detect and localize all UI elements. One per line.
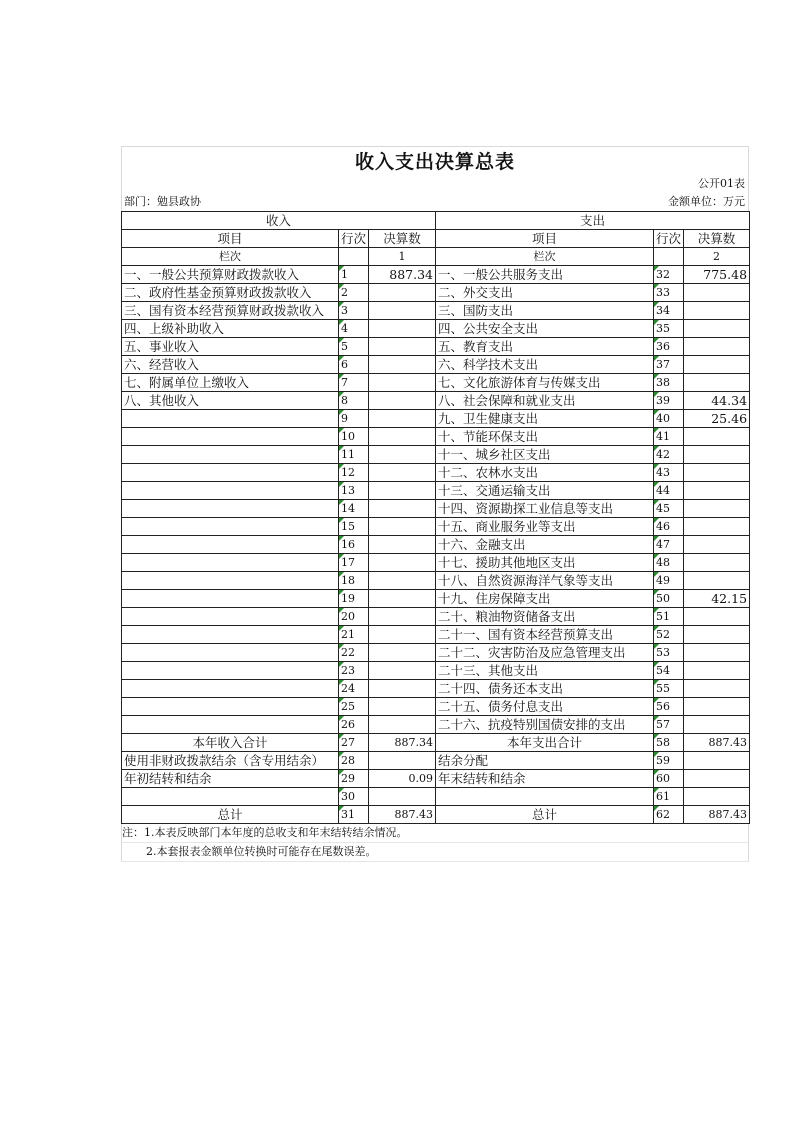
expense-amount: 44.34 (684, 392, 750, 410)
grand-total-right-label: 总计 (436, 806, 654, 824)
income-amount (369, 356, 436, 374)
expense-amount (684, 518, 750, 536)
blank-right-item (436, 788, 654, 806)
blank-left-line-no: 30 (339, 788, 369, 806)
unit-label: 金额单位：万元 (668, 195, 745, 208)
expense-line-no: 33 (654, 284, 684, 302)
expense-item: 十五、商业服务业等支出 (436, 518, 654, 536)
expense-amount (684, 662, 750, 680)
income-line-no: 24 (339, 680, 369, 698)
income-item (122, 644, 339, 662)
income-section-header: 收入 (122, 212, 436, 230)
income-item (122, 464, 339, 482)
income-total-amount: 887.34 (369, 734, 436, 752)
expense-item: 十三、交通运输支出 (436, 482, 654, 500)
table-row (122, 680, 750, 698)
income-line-no: 3 (339, 302, 369, 320)
table-row (122, 320, 750, 338)
income-line-no: 23 (339, 662, 369, 680)
income-item: 七、附属单位上缴收入 (122, 374, 339, 392)
income-line-no: 19 (339, 590, 369, 608)
expense-amount (684, 464, 750, 482)
expense-amount (684, 626, 750, 644)
expense-item: 十一、城乡社区支出 (436, 446, 654, 464)
expense-item: 二、外交支出 (436, 284, 654, 302)
income-item (122, 698, 339, 716)
expense-line-no: 44 (654, 482, 684, 500)
section-header-row (122, 212, 750, 230)
table-row (122, 338, 750, 356)
column-number-row (122, 248, 750, 266)
income-item (122, 716, 339, 734)
grand-total-left-amount: 887.43 (369, 806, 436, 824)
grand-total-left-label: 总计 (122, 806, 339, 824)
table-row (122, 554, 750, 572)
income-item: 四、上级补助收入 (122, 320, 339, 338)
table-row (122, 716, 750, 734)
income-amount-header: 决算数 (369, 230, 436, 248)
expense-line-no: 36 (654, 338, 684, 356)
table-row (122, 446, 750, 464)
income-item (122, 572, 339, 590)
report-sheet (121, 146, 749, 862)
distribution-line-no: 59 (654, 752, 684, 770)
notes (121, 824, 749, 862)
expense-item: 二十五、债务付息支出 (436, 698, 654, 716)
carry-out-label: 年末结转和结余 (436, 770, 654, 788)
expense-item: 二十四、债务还本支出 (436, 680, 654, 698)
income-line-no: 22 (339, 644, 369, 662)
income-amount (369, 428, 436, 446)
income-line-no: 14 (339, 500, 369, 518)
income-item: 三、国有资本经营预算财政拨款收入 (122, 302, 339, 320)
table-row (122, 536, 750, 554)
blank-left-item (122, 788, 339, 806)
income-amount (369, 500, 436, 518)
expense-item: 一、一般公共服务支出 (436, 266, 654, 284)
table-row (122, 464, 750, 482)
table-row (122, 626, 750, 644)
income-item (122, 662, 339, 680)
expense-line-no: 37 (654, 356, 684, 374)
blank-right-line-no: 61 (654, 788, 684, 806)
expense-item: 三、国防支出 (436, 302, 654, 320)
table-body (122, 266, 750, 734)
expense-line-no: 51 (654, 608, 684, 626)
expense-item: 九、卫生健康支出 (436, 410, 654, 428)
report-title: 收入支出决算总表 (121, 146, 749, 175)
table-row (122, 518, 750, 536)
income-line-no: 1 (339, 266, 369, 284)
expense-amount (684, 500, 750, 518)
income-item (122, 446, 339, 464)
expense-line-no: 43 (654, 464, 684, 482)
income-line-no: 13 (339, 482, 369, 500)
expense-line-no: 50 (654, 590, 684, 608)
grand-total-right-amount: 887.43 (684, 806, 750, 824)
expense-item: 七、文化旅游体育与传媒支出 (436, 374, 654, 392)
expense-section-header: 支出 (436, 212, 750, 230)
income-line-no: 15 (339, 518, 369, 536)
income-line-no: 16 (339, 536, 369, 554)
income-column-label: 栏次 (122, 248, 339, 266)
income-item (122, 590, 339, 608)
grand-total-left-line-no: 31 (339, 806, 369, 824)
table-row (122, 428, 750, 446)
income-amount (369, 302, 436, 320)
expense-amount: 25.46 (684, 410, 750, 428)
expense-item: 六、科学技术支出 (436, 356, 654, 374)
income-item: 八、其他收入 (122, 392, 339, 410)
expense-item: 二十、粮油物资储备支出 (436, 608, 654, 626)
summary-body (122, 734, 750, 824)
expense-item: 十九、住房保障支出 (436, 590, 654, 608)
expense-amount (684, 374, 750, 392)
expense-item: 十八、自然资源海洋气象等支出 (436, 572, 654, 590)
income-amount (369, 608, 436, 626)
income-line-no: 10 (339, 428, 369, 446)
expense-line-no: 39 (654, 392, 684, 410)
expense-column-label: 栏次 (436, 248, 654, 266)
expense-total-amount: 887.43 (684, 734, 750, 752)
expense-item: 四、公共安全支出 (436, 320, 654, 338)
distribution-amount (684, 752, 750, 770)
expense-amount (684, 428, 750, 446)
expense-item: 二十六、抗疫特别国债安排的支出 (436, 716, 654, 734)
expense-item: 十四、资源勘探工业信息等支出 (436, 500, 654, 518)
expense-amount (684, 698, 750, 716)
expense-item: 十七、援助其他地区支出 (436, 554, 654, 572)
income-amount (369, 518, 436, 536)
table-row (122, 374, 750, 392)
income-amount: 887.34 (369, 266, 436, 284)
expense-line-header: 行次 (654, 230, 684, 248)
income-amount (369, 320, 436, 338)
income-amount (369, 284, 436, 302)
income-amount (369, 590, 436, 608)
income-amount (369, 680, 436, 698)
table-row (122, 644, 750, 662)
income-line-no: 20 (339, 608, 369, 626)
income-item-header: 项目 (122, 230, 339, 248)
income-line-no: 6 (339, 356, 369, 374)
expense-line-no: 38 (654, 374, 684, 392)
expense-item: 十、节能环保支出 (436, 428, 654, 446)
table-row (122, 662, 750, 680)
income-line-no: 7 (339, 374, 369, 392)
income-amount (369, 338, 436, 356)
income-total-line-no: 27 (339, 734, 369, 752)
income-amount (369, 572, 436, 590)
income-item (122, 428, 339, 446)
income-item: 二、政府性基金预算财政拨款收入 (122, 284, 339, 302)
income-amount (369, 698, 436, 716)
income-line-no: 21 (339, 626, 369, 644)
income-expense-table (121, 211, 750, 824)
income-line-no: 12 (339, 464, 369, 482)
expense-line-no: 49 (654, 572, 684, 590)
table-row (122, 266, 750, 284)
distribution-label: 结余分配 (436, 752, 654, 770)
expense-amount (684, 572, 750, 590)
expense-line-no: 54 (654, 662, 684, 680)
income-item (122, 410, 339, 428)
form-code-row (121, 175, 749, 193)
expense-amount (684, 446, 750, 464)
expense-line-no: 35 (654, 320, 684, 338)
expense-line-no: 53 (654, 644, 684, 662)
income-item (122, 518, 339, 536)
income-line-no: 18 (339, 572, 369, 590)
expense-item: 二十二、灾害防治及应急管理支出 (436, 644, 654, 662)
expense-total-label: 本年支出合计 (436, 734, 654, 752)
total-row (122, 734, 750, 752)
table-row (122, 284, 750, 302)
expense-amount (684, 320, 750, 338)
table-row (122, 392, 750, 410)
grand-total-row (122, 806, 750, 824)
column-header-row (122, 230, 750, 248)
department-label: 部门：勉县政协 (124, 195, 201, 208)
expense-line-no: 42 (654, 446, 684, 464)
income-item (122, 626, 339, 644)
table-row (122, 698, 750, 716)
income-amount (369, 410, 436, 428)
expense-item: 十二、农林水支出 (436, 464, 654, 482)
income-line-no: 8 (339, 392, 369, 410)
expense-item: 八、社会保障和就业支出 (436, 392, 654, 410)
expense-amount (684, 356, 750, 374)
expense-item: 十六、金融支出 (436, 536, 654, 554)
income-column-blank (339, 248, 369, 266)
income-amount (369, 644, 436, 662)
note-2: 2.本套报表金额单位转换时可能存在尾数误差。 (121, 843, 749, 862)
expense-column-blank (654, 248, 684, 266)
income-amount (369, 626, 436, 644)
income-item (122, 680, 339, 698)
income-amount (369, 662, 436, 680)
table-row (122, 608, 750, 626)
blank-left-amount (369, 788, 436, 806)
expense-line-no: 34 (654, 302, 684, 320)
expense-amount: 42.15 (684, 590, 750, 608)
expense-amount (684, 284, 750, 302)
blank-right-amount (684, 788, 750, 806)
income-item: 六、经营收入 (122, 356, 339, 374)
expense-amount: 775.48 (684, 266, 750, 284)
form-code: 公开01表 (698, 177, 745, 190)
expense-line-no: 52 (654, 626, 684, 644)
income-amount (369, 536, 436, 554)
income-line-no: 25 (339, 698, 369, 716)
expense-line-no: 55 (654, 680, 684, 698)
expense-amount (684, 338, 750, 356)
carry-in-label: 年初结转和结余 (122, 770, 339, 788)
carryover-row (122, 770, 750, 788)
expense-amount (684, 482, 750, 500)
expense-item: 五、教育支出 (436, 338, 654, 356)
income-item (122, 608, 339, 626)
income-item (122, 500, 339, 518)
expense-line-no: 32 (654, 266, 684, 284)
nonfiscal-row (122, 752, 750, 770)
blank-summary-row (122, 788, 750, 806)
expense-item: 二十一、国有资本经营预算支出 (436, 626, 654, 644)
expense-line-no: 46 (654, 518, 684, 536)
expense-item: 二十三、其他支出 (436, 662, 654, 680)
department-row (121, 193, 749, 211)
income-amount (369, 554, 436, 572)
income-item (122, 482, 339, 500)
income-amount (369, 464, 436, 482)
income-column-number: 1 (369, 248, 436, 266)
table-row (122, 590, 750, 608)
expense-line-no: 45 (654, 500, 684, 518)
grand-total-right-line-no: 62 (654, 806, 684, 824)
table-row (122, 500, 750, 518)
income-line-no: 17 (339, 554, 369, 572)
expense-line-no: 48 (654, 554, 684, 572)
income-line-no: 5 (339, 338, 369, 356)
carry-out-line-no: 60 (654, 770, 684, 788)
nonfiscal-label: 使用非财政拨款结余（含专用结余） (122, 752, 339, 770)
expense-amount (684, 716, 750, 734)
expense-line-no: 57 (654, 716, 684, 734)
table-row (122, 356, 750, 374)
income-line-header: 行次 (339, 230, 369, 248)
income-line-no: 2 (339, 284, 369, 302)
income-line-no: 11 (339, 446, 369, 464)
expense-amount (684, 302, 750, 320)
expense-line-no: 56 (654, 698, 684, 716)
income-item (122, 536, 339, 554)
expense-line-no: 47 (654, 536, 684, 554)
income-amount (369, 446, 436, 464)
income-item: 五、事业收入 (122, 338, 339, 356)
expense-total-line-no: 58 (654, 734, 684, 752)
carry-out-amount (684, 770, 750, 788)
table-row (122, 482, 750, 500)
expense-amount (684, 644, 750, 662)
nonfiscal-line-no: 28 (339, 752, 369, 770)
income-line-no: 4 (339, 320, 369, 338)
income-item (122, 554, 339, 572)
income-total-label: 本年收入合计 (122, 734, 339, 752)
carry-in-amount: 0.09 (369, 770, 436, 788)
table-row (122, 572, 750, 590)
nonfiscal-amount (369, 752, 436, 770)
income-amount (369, 716, 436, 734)
carry-in-line-no: 29 (339, 770, 369, 788)
expense-amount (684, 608, 750, 626)
income-amount (369, 374, 436, 392)
table-row (122, 302, 750, 320)
expense-line-no: 40 (654, 410, 684, 428)
expense-item-header: 项目 (436, 230, 654, 248)
note-1: 注：1.本表反映部门本年度的总收支和年末结转结余情况。 (121, 824, 749, 843)
expense-column-number: 2 (684, 248, 750, 266)
expense-line-no: 41 (654, 428, 684, 446)
expense-amount-header: 决算数 (684, 230, 750, 248)
income-amount (369, 392, 436, 410)
income-amount (369, 482, 436, 500)
income-line-no: 26 (339, 716, 369, 734)
income-line-no: 9 (339, 410, 369, 428)
expense-amount (684, 536, 750, 554)
income-item: 一、一般公共预算财政拨款收入 (122, 266, 339, 284)
expense-amount (684, 554, 750, 572)
expense-amount (684, 680, 750, 698)
table-row (122, 410, 750, 428)
